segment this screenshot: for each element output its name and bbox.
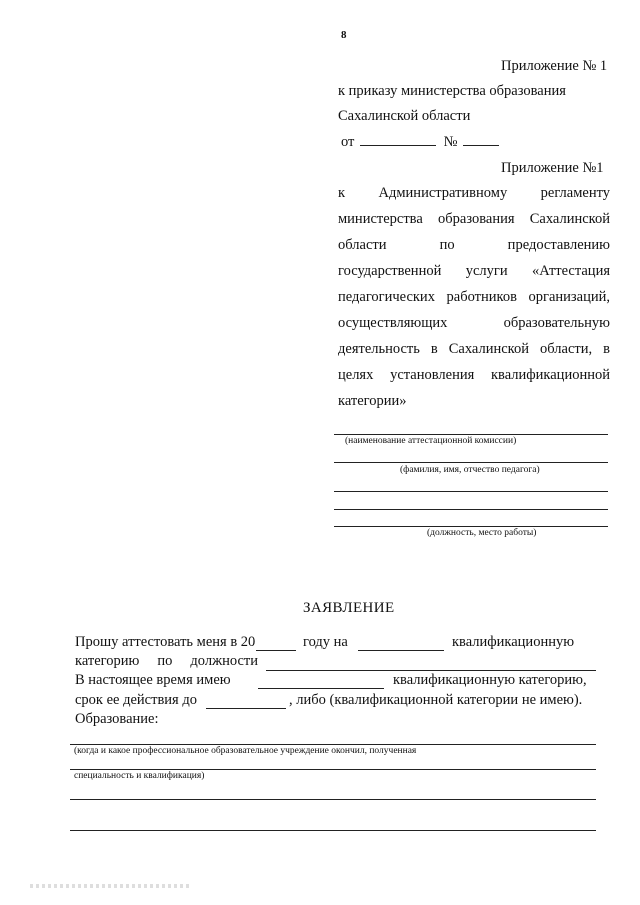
appendix-2-title: Приложение №1 [501,160,604,176]
commission-name-caption: (наименование аттестационной комиссии) [345,436,517,446]
education-field-1[interactable] [70,744,596,745]
education-caption-2: специальность и квалификация) [74,771,205,781]
scan-artifact [30,884,190,888]
teacher-name-field[interactable] [334,462,608,463]
row1-text-c: квалификационную [452,634,575,650]
commission-name-field[interactable] [334,434,608,435]
education-field-3[interactable] [70,799,596,800]
appendix-2-line-6: осуществляющих образовательную [338,315,610,331]
education-field-2[interactable] [70,769,596,770]
row4-text-b: , либо (квалификационной категории не имею). [289,692,583,708]
position-field-3[interactable] [334,526,608,527]
appendix-2-line-1: к Административному регламенту [338,185,610,201]
education-field-4[interactable] [70,830,596,831]
teacher-name-caption: (фамилия, имя, отчество педагога) [400,465,540,475]
category-request-field[interactable] [358,650,444,651]
from-label: от [341,134,355,150]
appendix-2-line-7: деятельность в Сахалинской области, в [338,341,610,357]
position-field-2[interactable] [334,509,608,510]
appendix-2-line-4: государственной услуги «Аттестация [338,263,610,279]
appendix-2-line-9: категории» [338,393,407,409]
row3-text-a: В настоящее время имею [75,672,231,688]
appendix-2-line-2: министерства образования Сахалинской [338,211,610,227]
statement-heading: ЗАЯВЛЕНИЕ [303,600,395,616]
order-date-blank [360,133,436,146]
education-label: Образование: [75,711,159,727]
position-caption: (должность, место работы) [427,528,537,538]
order-number-blank [463,133,499,146]
row1-text-b: году на [303,634,348,650]
validity-date-field[interactable] [206,708,286,709]
appendix-1-line-1: к приказу министерства образования [338,83,566,99]
position-field-1[interactable] [334,491,608,492]
appendix-1-title: Приложение № 1 [501,58,608,74]
appendix-2-line-3: области по предоставлению [338,237,610,253]
current-category-field[interactable] [258,688,384,689]
row4-text-a: срок ее действия до [75,692,197,708]
year-field[interactable] [256,650,296,651]
position-request-field[interactable] [266,670,596,671]
appendix-2-line-8: целях установления квалификационной [338,367,610,383]
row2-text: категорию по должности [75,653,258,669]
appendix-1-line-2: Сахалинской области [338,108,471,124]
appendix-1-date-row [341,133,499,151]
number-label: № [443,134,458,150]
education-caption-1: (когда и какое профессиональное образовательное учреждение окончил, полученная [74,746,417,756]
row3-text-b: квалификационную категорию, [393,672,587,688]
page-number: 8 [341,29,347,41]
appendix-2-line-5: педагогических работников организаций, [338,289,610,305]
row1-text-a: Прошу аттестовать меня в 20 [75,634,256,650]
